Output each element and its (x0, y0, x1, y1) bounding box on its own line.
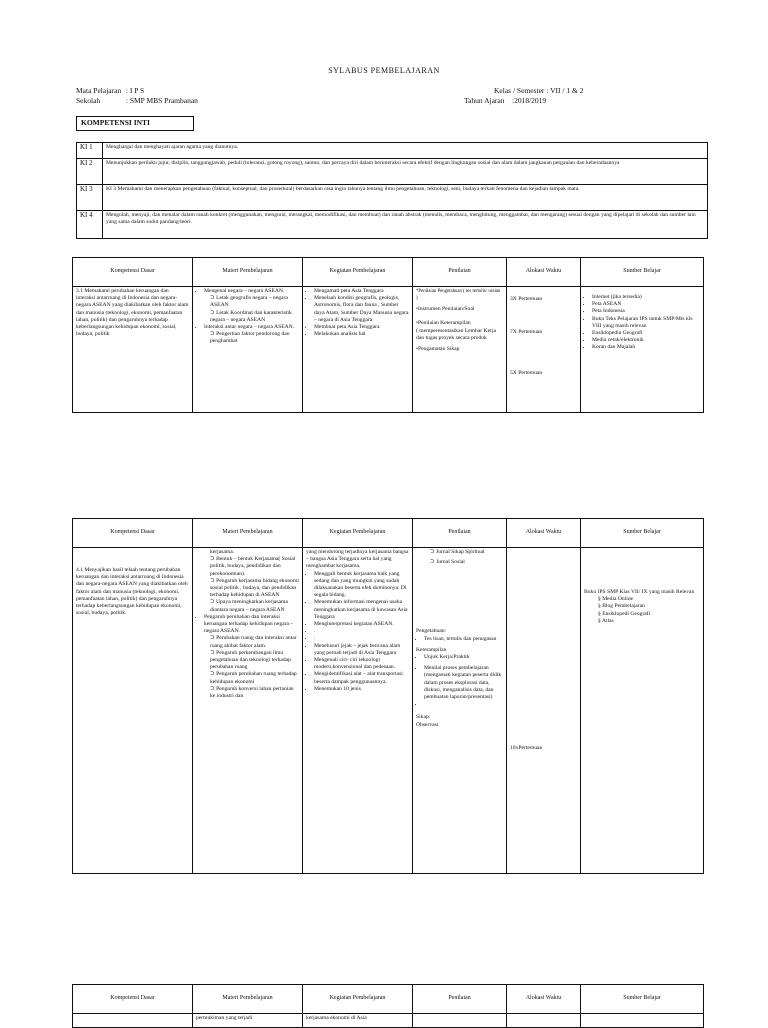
list-item: ⊃ Perubahan ruang dan interaksi antar ruang akibat faktor alam. (210, 635, 297, 649)
penilaian-item: *Penilaian Pengetahuan ( tes tertulis/ uraian ) (416, 289, 501, 302)
list-item: ⊃ Pengaruh konversi lahan pertanian ke industri dan (210, 685, 294, 700)
alokasi-cell (507, 287, 581, 413)
list-item: • . (314, 628, 409, 635)
list-item: • Interaksi antar negara – negara ASEAN. (204, 324, 299, 331)
list-item-text: Pengaruh konversi lahan pertanian ke industri dan (210, 685, 294, 700)
penilaian-cell (413, 287, 507, 413)
list-item-text: Pengertian faktor pendorong dan penghambat (210, 331, 290, 345)
header-kegiatan: Kegiatan Pembelajaran (303, 985, 413, 1014)
header-penilaian: Penilaian (413, 519, 507, 548)
list-item: • Menemukan 10 jenis (314, 686, 409, 693)
header-sumber-belajar: Sumber Belajar (581, 985, 704, 1014)
ki-code: KI 1 (77, 143, 103, 159)
list-item-text: Ensiklopedi Geografi (602, 610, 651, 617)
sumber-cell (581, 1014, 704, 1028)
list-item-text: Pengaruh perubahan ruang terhadap kehidupan ekonomi (210, 671, 297, 685)
header-kegiatan: Kegiatan Pembelajaran (303, 519, 413, 548)
ki-text: Mengolah, menyaji, dan menalar dalam ranah konkret (menggunakan, mengurai, merangkai, memodifikasi, dan membuat) dan ranah abstrak (menulis, membaca, menghitung, menggambar, dan mengarang) sesuai dengan yang dipelajari di sekolah dan sumber lain yang sama dalam sudut pandang/teori. (103, 211, 708, 239)
sumber-cell (581, 287, 704, 413)
list-item: • Menelaah kondisi geografis, geologis, Astronomis, flora dan fauna , Sumber daya Alam, Sumber Daya Manusia negara – negara di Asia Tenggara (314, 295, 409, 324)
list-item: • Menilai proses pembelajaran (mengamati kegiatan peserta didik dalam proses eksplorasi data, diskusi, menganalisis data, dan pembuatan laporan/presentasi) (424, 665, 503, 701)
penilaian-item: •Penilaian Keterampilan (416, 319, 471, 326)
list-item: • . (314, 635, 409, 642)
list-item-text: Blog Pembelajaran (602, 603, 645, 610)
list-item: ⊃ Pengertian faktor pendorong dan penghambat (210, 331, 290, 345)
ki-row (77, 211, 708, 239)
list-item: • Pengaruh perubahan dan interaksi keruangan terhadap kehidupan negara – negara ASEAN. (204, 614, 299, 636)
list-item: ⊃ Pengaruh perubahan ruang terhadap kehidupan ekonomi (210, 671, 297, 685)
alokasi-item: 10xPertemuan (510, 745, 543, 751)
table-header-row (73, 519, 704, 548)
header-penilaian: Penilaian (413, 985, 507, 1014)
list-item: • Menelusuri jejak – jejak bencana alam yang pernah terjadi di Asia Tenggara (314, 643, 409, 657)
list-item: • Tes lisan, tertulis dan penugasan (424, 636, 503, 643)
ki-code: KI 4 (77, 211, 103, 239)
list-item-text: Pengaruh kerjasama bidang ekonomi sosial politik , budaya, dan pendidikan terhadap kehidupan di ASEAN (210, 577, 299, 599)
alokasi-item: 5X Pertemuan (510, 370, 543, 377)
list-item (424, 701, 503, 708)
list-item: • Peta ASEAN (592, 301, 700, 308)
list-item: ⊃ Pengaruh kerjasama bidang ekonomi sosial politik , budaya, dan pendidikan terhadap kehidupan di ASEAN (210, 577, 299, 599)
list-item: • Mengamati peta Asia Tenggara (314, 288, 409, 295)
penilaian-item: •Instrumen Penilaian/Soal (416, 306, 475, 313)
list-item-text: Letak geografis negara – negara ASEAN (210, 295, 288, 309)
kd-cell (73, 1014, 193, 1028)
sumber-cell (581, 548, 704, 874)
kd-cell: 3.1 Memahami perubahan keruangan dan interaksi antarruang di Indonesia dan negara-negara ASEAN yang diakibatkan oleh faktor alam dan manusia (teknologi, ekonomi, pemanfaatan lahan, politik) dan pengaruhnya terhadap keberlangsungan kehidupan ekonomi, sosial, budaya, politik (73, 287, 193, 413)
list-item: • Mengenali ciri- ciri teknologi modern,konvensional dan pedesaan. (314, 657, 409, 671)
header-sumber-belajar: Sumber Belajar (581, 258, 704, 287)
ki-text: KI 3 Memahami dan menerapkan pengetahuan (faktual, konseptual, dan prosedural) berdasarkan rasa ingin tahunya tentang ilmu pengetahuan, teknologi, seni, budaya terkait fenomena dan kejadian tampak mata. (103, 185, 708, 211)
list-item: • Media cetak/elektronik (592, 337, 700, 344)
list-item-text: Jurnal Sosial (436, 559, 465, 566)
sekolah (76, 96, 198, 106)
list-item: ⊃ Upaya meningkatkan kerjasama diantara negara – negara ASEAN (210, 599, 288, 613)
header-kompetensi-dasar: Kompetensi Dasar (73, 258, 193, 287)
ki-row (77, 159, 708, 185)
kegiatan-cell (303, 548, 413, 874)
list-item: § Atlas (598, 617, 614, 624)
ki-row (77, 185, 708, 211)
header-kegiatan: Kegiatan Pembelajaran (303, 258, 413, 287)
list-item: ⊃ Bentuk – bentuk Kerjasama( Sosial politik, budaya, pendidikan dan perekonomian). (210, 556, 296, 577)
header-materi: Materi Pembelajaran (193, 519, 303, 548)
mata-pelajaran (76, 86, 144, 96)
penilaian-label: Pengetahuan: (416, 628, 447, 635)
header-penilaian: Penilaian (413, 258, 507, 287)
list-item: • Mengidentifikasi alat – alat transportasi beserta dampak penggunaannya. (314, 671, 409, 685)
alokasi-item: 3X Pertemuan (510, 296, 543, 302)
kelas-semester: Kelas / Semester : VII / 1 & 2 (494, 86, 584, 95)
list-item: • Buku Teks Pelajaran IPS untuk SMP/Mts kls VIII yang masih relevan (592, 316, 700, 330)
list-item: • Ensiklopedia Geografi (592, 330, 700, 337)
list-item: • Membuat peta Asia Tenggara (314, 324, 409, 331)
penilaian-sikap: Observasi (416, 721, 439, 728)
list-item: • Internet (jika tersedia) (592, 294, 700, 301)
list-item-text: Letak Koordinat dan karakteristik negara – negara ASEAN (210, 309, 292, 323)
list-item: ⊃ Letak Koordinat dan karakteristik negara – negara ASEAN (210, 309, 292, 323)
list-item: • Melakukan analisis hal (314, 331, 409, 338)
syllabus-table-1 (72, 257, 704, 413)
list-item: ⊃ Jurnal Sosial (430, 559, 465, 566)
kompetensi-inti-heading: KOMPETENSI INTI (76, 116, 194, 131)
penilaian-cell (413, 1014, 507, 1028)
list-item: ⊃ Jurnal Sikap Spiritual (430, 549, 485, 555)
syllabus-table-2 (72, 518, 704, 874)
kompetensi-inti-table (76, 142, 708, 239)
mata-pelajaran-value: : I P S (125, 86, 145, 95)
list-item: ⊃ Letak geografis negara – negara ASEAN (210, 295, 288, 309)
materi-top: kerjasama. (210, 549, 235, 555)
list-item: • Mengenal negara – negara ASEAN. (204, 288, 299, 295)
syllabus-table-3 (72, 984, 704, 1028)
kegiatan-top: yang mendorong terjadinya kerjasama bangsa – bangsa Asia Tenggara serta hal yang menghambat kerjasama. (306, 549, 409, 570)
document-title: SYLABUS PEMBELAJARAN (328, 66, 440, 75)
list-item: § Media Online (598, 596, 634, 603)
list-item: • Peta Indonesia (592, 308, 700, 315)
header-kompetensi-dasar: Kompetensi Dasar (73, 519, 193, 548)
penilaian-label: Sikap: (416, 714, 431, 721)
table-header-row (73, 985, 704, 1014)
list-item-text: Jurnal Sikap Spiritual (436, 549, 485, 555)
sekolah-label: Sekolah (76, 96, 101, 105)
penilaian-item: •Pengamatan Sikap (416, 346, 460, 353)
sekolah-value: : SMP MBS Prambanan (125, 96, 198, 105)
penilaian-label: Keterampilan (416, 646, 447, 653)
alokasi-cell (507, 1014, 581, 1028)
header-alokasi-waktu: Alokasi Waktu (507, 519, 581, 548)
mata-pelajaran-label: Mata Pelajaran (76, 86, 122, 95)
penilaian-item: ( memperesentasikan Lembar Kerja dan tugas proyek secara produk (416, 327, 496, 342)
ki-code: KI 3 (77, 185, 103, 211)
kd-cell (73, 548, 193, 874)
list-item-text: Bentuk – bentuk Kerjasama( Sosial politik, budaya, pendidikan dan perekonomian). (210, 556, 296, 577)
table-row (73, 1014, 704, 1028)
penilaian-cell (413, 548, 507, 874)
list-item: • Menemukan informasi mengenai usaha meningkatkan kerjasama di kawasan Asia Tenggara (314, 599, 409, 621)
ki-row (77, 143, 708, 159)
list-item: ⊃ Pengaruh perkembangan ilmu pengetahuan dan teknologi terhadap perubahan ruang (210, 649, 291, 671)
alokasi-item: 7X Pertemuan (510, 329, 543, 336)
list-item: • Unjuk Kerja/Praktik (424, 654, 503, 661)
tahun-ajaran: Tahun Ajaran :2018/2019 (464, 96, 547, 105)
header-alokasi-waktu: Alokasi Waktu (507, 985, 581, 1014)
sumber-intro: Buku IPS SMP Klas VII/ IX yang masih Relevan (584, 589, 695, 595)
header-alokasi-waktu: Alokasi Waktu (507, 258, 581, 287)
list-item: § Blog Pembelajaran (598, 603, 645, 610)
header-materi: Materi Pembelajaran (193, 258, 303, 287)
kd-text: 4.1 Menyajikan hasil telaah tentang perubahan keruangan dan interaksi antarruang di Indonesia dan negara-negara ASEAN yang diakibatkan oleh faktor alam dan manusia (teknologi, ekonomi, pemanfaatan lahan, politik) dan pengaruhnya terhadap keberlangsungan kehidupan ekonomi, sosial, budaya, politik. (76, 567, 188, 617)
list-item: • Menggali bentuk kerjasama baik yang sedang dan yang mungkin yang sudah dilaksanakan beserta efek dominonya. Di segala bidang. (314, 571, 409, 600)
table-row (73, 287, 704, 413)
list-item: § Ensiklopedi Geografi (598, 610, 651, 617)
table-header-row (73, 258, 704, 287)
ki-code: KI 2 (77, 159, 103, 185)
header-sumber-belajar: Sumber Belajar (581, 519, 704, 548)
ki-text: Menghargai dan menghayati ajaran agama yang dianutnya. (103, 143, 708, 159)
alokasi-cell (507, 548, 581, 874)
materi-cell (193, 287, 303, 413)
list-item-text: Atlas (601, 617, 614, 624)
kegiatan-cell (303, 287, 413, 413)
header-materi: Materi Pembelajaran (193, 985, 303, 1014)
table-row (73, 548, 704, 874)
materi-cell (193, 548, 303, 874)
materi-cell: permukiman yang terjadi (193, 1014, 303, 1028)
list-item-text: Upaya meningkatkan kerjasama diantara negara – negara ASEAN (210, 599, 288, 613)
list-item-text: Perubahan ruang dan interaksi antar ruang akibat faktor alam. (210, 635, 297, 649)
ki-text: Menunjukkan perilaku jujur, disiplin, tanggungjawab, peduli (toleransi, gotong royong), santun, dan percaya diri dalam berinteraksi secara efektif dengan lingkungan sosial dan alam dalam jangkauan pergaulan dan keberadaannya (103, 159, 708, 185)
header-kompetensi-dasar: Kompetensi Dasar (73, 985, 193, 1014)
list-item-text: Media Online (602, 596, 634, 603)
list-item: • Menginterpretasi kegiatan ASEAN. (314, 621, 409, 628)
list-item: • Koran dan Majalah (592, 344, 700, 351)
kegiatan-cell: kerjasama ekonomi di Asia (303, 1014, 413, 1028)
list-item-text: Pengaruh perkembangan ilmu pengetahuan dan teknologi terhadap perubahan ruang (210, 649, 291, 671)
